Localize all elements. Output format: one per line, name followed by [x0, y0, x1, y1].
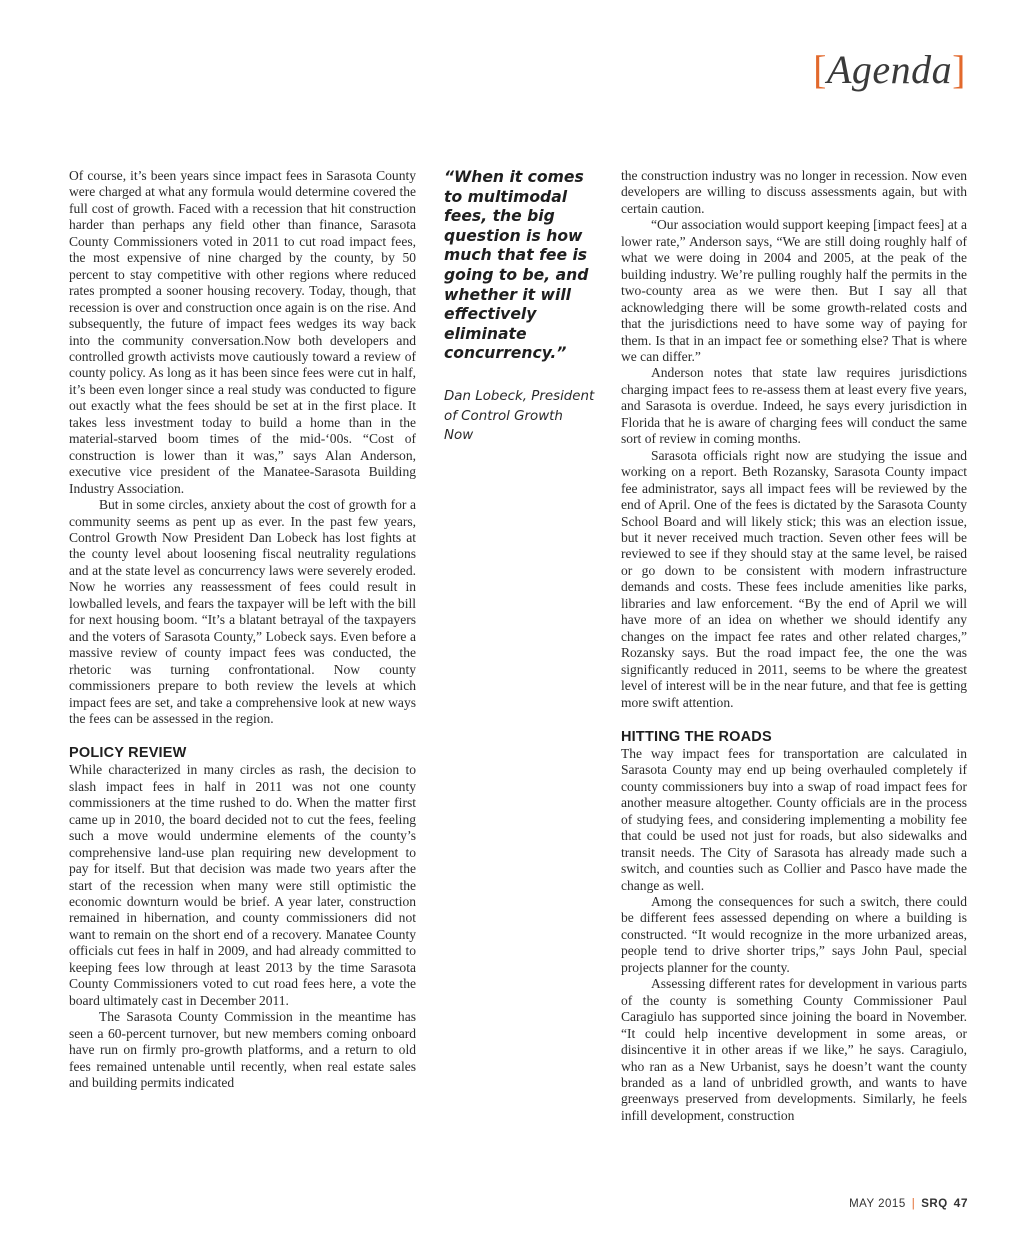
subheading-hitting-the-roads: HITTING THE ROADS: [621, 728, 772, 745]
body-paragraph: Assessing different rates for development in various parts of the county is something County Commissioner Paul Caragiulo has supported since joining the board in November. “It could help incentive development in some areas, or disincentive it in other areas if we like,” he says. Caragiulo, who ran as a New Urbanist, says he doesn’t want the county branded as a land of unbridled growth, and wants to have greenways preserved from developments. Similarly, he feels infill development, construction: [621, 976, 967, 1123]
body-paragraph: Among the consequences for such a switch, there could be different fees assessed depending on where a building is constructed. “It would recognize in the more urbanized areas, people tend to drive shorter trips,” says John Paul, special projects planner for the county.: [621, 894, 967, 975]
subheading-policy-review: POLICY REVIEW: [69, 745, 187, 762]
body-paragraph: The Sarasota County Commission in the meantime has seen a 60-percent turnover, but new members coming onboard have run on firmly pro-growth platforms, and a return to old fees remained untenable until recently, when real estate sales and building permits indicated: [69, 1009, 416, 1091]
issue-date: MAY 2015: [849, 1198, 906, 1210]
folio-separator: |: [911, 1198, 916, 1210]
pull-quote: [444, 168, 596, 446]
body-paragraph: Of course, it’s been years since impact fees in Sarasota County were charged at what any formula would determine covered the full cost of growth. Faced with a recession that hit construction harder than perhaps any field other than finance, Sarasota County Commissioners voted in 2011 to cut road impact fees, the most expensive of nine charged by the county, by 50 percent to stay competitive with other regions where reduced rates prompted a sooner housing recovery. Today, though, that recession is over and construction once again is on the rise. And subsequently, the future of impact fees wedges its way back into the community conversation.Now both developers and controlled growth activists move cautiously toward a review of county policy. As long as it has been since fees were cut in half, it’s been even longer since a real study was conducted to figure out exactly what the fees should be set at in the first place. It takes less investment today to build a home than in the material-starved boom times of the mid-‘00s. “Cost of construction is lower than it was,” says Alan Anderson, executive vice president of the Manatee-Sarasota Building Industry Association.: [69, 168, 416, 496]
pull-quote-attribution: Dan Lobeck, President of Control Growth Now: [444, 388, 595, 444]
body-paragraph: the construction industry was no longer in recession. Now even developers are willing to discuss assessments again, but with certain caution.: [621, 168, 967, 216]
section-tag: [813, 47, 966, 92]
section-bracket-open: [: [813, 47, 827, 92]
magazine-name: SRQ: [921, 1198, 948, 1210]
section-name: Agenda: [826, 47, 953, 92]
body-paragraph: While characterized in many circles as rash, the decision to slash impact fees in half in 2011 was not one county commissioners at the time rushed to do. When the matter first came up in 2010, the board decided not to cut the fees, feeling such a move would undermine elements of the county’s comprehensive land-use plan requiring new development to pay for itself. But that decision was made two years after the start of the recession when many were still optimistic the economic downturn would be brief. A year later, construction remained in hibernation, and county commissioners did not want to remain on the short end of a recovery. Manatee County officials cut fees in half in 2009, and had already committed to keeping fees low through at least 2013 by the time Sarasota County Commissioners voted to cut road fees here, a vote the board ultimately cast in December 2011.: [69, 762, 416, 1008]
right-column: [621, 168, 967, 1124]
body-paragraph: Anderson notes that state law requires jurisdictions charging impact fees to re-assess them at least every five years, and Sarasota is overdue. Indeed, he says every jurisdiction in Florida that he is aware of charging fees will conduct the same sort of review in coming months.: [621, 365, 967, 447]
body-paragraph: “Our association would support keeping [impact fees] at a lower rate,” Anderson says, “We are still doing roughly half of what we were doing in 2004 and 2005, at the peak of the building industry. We’re pulling roughly half the permits in the two-county area as we were then. But I say all that acknowledging there will be some growth-related costs and that the jurisdictions need to have some way of paying for them. Is that in an impact fee or something else? That is where we can differ.”: [621, 217, 967, 364]
page-folio: [849, 1196, 968, 1210]
body-paragraph: The way impact fees for transportation are calculated in Sarasota County may end up being overhauled completely if county commissioners buy into a swap of road impact fees for another measure altogether. County officials are in the process of studying fees, and considering implementing a mobility fee that could be used not just for roads, but also sidewalks and transit needs. The City of Sarasota has already made such a switch, and counties such as Collier and Pasco have made the change as well.: [621, 745, 967, 893]
page-number: 47: [953, 1196, 968, 1210]
left-column: [69, 168, 416, 1091]
body-paragraph: But in some circles, anxiety about the cost of growth for a community seems as pent up as ever. In the past few years, Control Growth Now President Dan Lobeck has lost fights at the county level about loosening fiscal neutrality regulations and at the state level as concurrency laws were severely eroded. Now he worries any reassessment of fees could result in lowballed levels, and fears the taxpayer will be left with the bill for next housing boom. “It’s a blatant betrayal of the taxpayers and the voters of Sarasota County,” Lobeck says. Even before a massive review of county impact fees was conducted, the rhetoric was turning confrontational. Now county commissioners prepare to both review the levels at which impact fees are set, and take a comprehensive look at new ways the fees can be assessed in the region.: [69, 497, 416, 726]
section-bracket-close: ]: [952, 47, 966, 92]
pull-quote-text: “When it comes to multimodal fees, the big question is how much that fee is going to be, and whether it will effectively eliminate concurrency.”: [444, 168, 589, 363]
body-paragraph: Sarasota officials right now are studying the issue and working on a report. Beth Rozansky, Sarasota County impact fee administrator, says all impact fees will be reviewed by the end of April. One of the fees is dictated by the Sarasota County School Board and will likely stick; this was an election issue, but it never received much traction. Seven other fees will be reviewed to see if they should stay at the same level, be raised or go down to be consistent with modern infrastructure demands and costs. These fees include amenities like parks, libraries and law enforcement. “By the end of April we will have more of an idea on whether we should identify any changes on the impact fee rates and other related charges,” Rozansky says. But the road impact fee, the one the was significantly reduced in 2011, seems to be where the greatest level of interest will be in the near future, and that fee is getting more swift attention.: [621, 447, 967, 710]
